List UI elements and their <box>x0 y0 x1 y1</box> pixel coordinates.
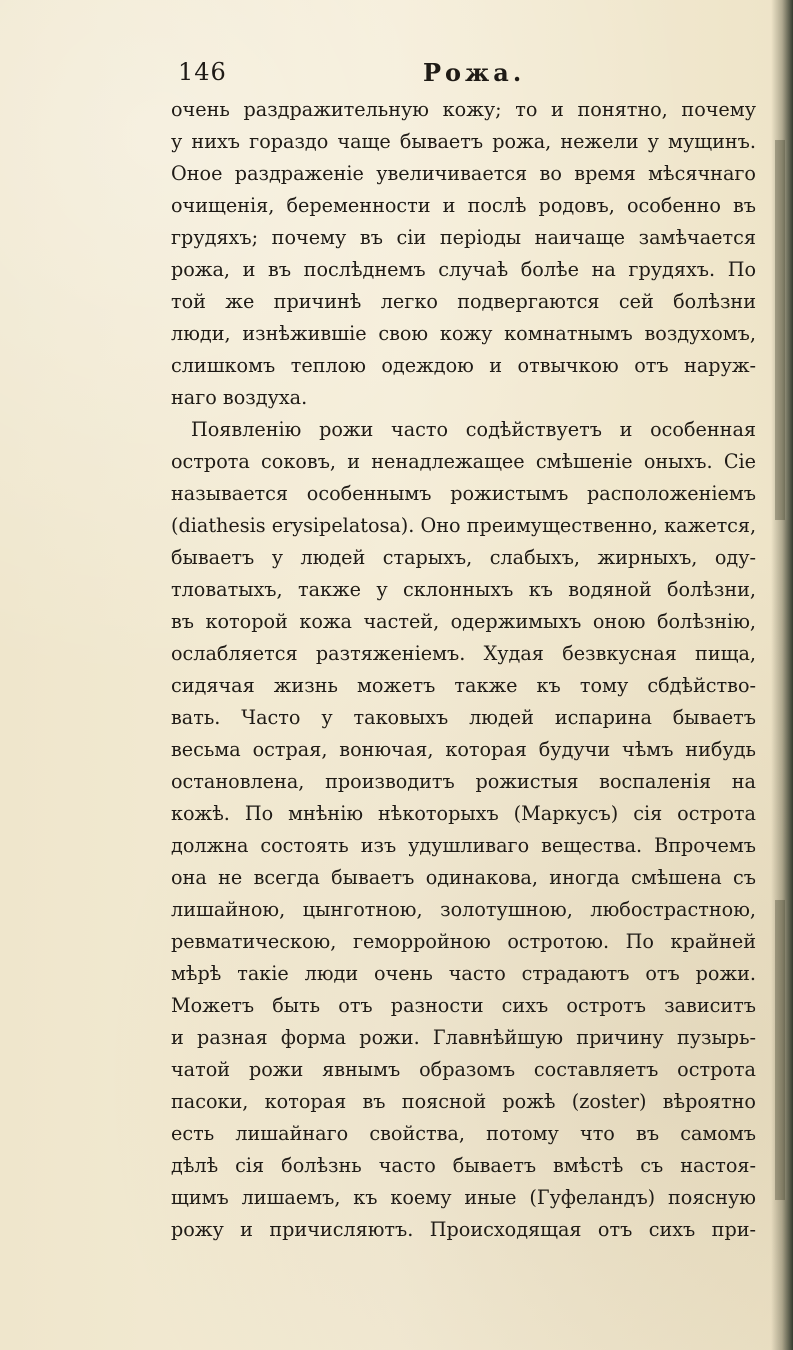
text-line: Можетъ быть отъ разности сихъ остротъ зависитъ <box>171 994 756 1017</box>
text-line: называется особеннымъ рожистымъ расположеніемъ <box>171 482 756 505</box>
text-line: бываетъ у людей старыхъ, слабыхъ, жирныхъ, оду- <box>171 546 756 569</box>
text-line: дѣлѣ сія болѣзнь часто бываетъ вмѣстѣ съ настоя- <box>171 1154 756 1177</box>
text-line: люди, изнѣжившіе свою кожу комнатнымъ воздухомъ, <box>171 322 756 345</box>
text-line: лишайною, цынготною, золотушною, любострастною, <box>171 898 756 921</box>
text-line: Появленію рожи часто содѣйствуетъ и особенная <box>191 418 756 441</box>
text-line: сидячая жизнь можетъ также къ тому сбдѣйство- <box>171 674 756 697</box>
text-line: наго воздуха. <box>171 386 308 409</box>
text-line: слишкомъ теплою одеждою и отвычкою отъ наруж- <box>171 354 756 377</box>
text-line: мѣрѣ такіе люди очень часто страдаютъ отъ рожи. <box>171 962 756 985</box>
text-line: и разная форма рожи. Главнѣйшую причину пузырь- <box>171 1026 756 1049</box>
text-line: острота соковъ, и ненадлежащее смѣшеніе оныхъ. Сіе <box>171 450 756 473</box>
text-line: чатой рожи явнымъ образомъ составляетъ острота <box>171 1058 756 1081</box>
text-line: ослабляется разтяженіемъ. Худая безвкусная пища, <box>171 642 756 665</box>
page-header <box>178 58 748 92</box>
text-line: она не всегда бываетъ одинакова, иногда смѣшена съ <box>171 866 756 889</box>
text-line: рожу и причисляютъ. Происходящая отъ сихъ при- <box>171 1218 756 1241</box>
running-head: Рожа. <box>423 58 526 87</box>
text-line: рожа, и въ послѣднемъ случаѣ болѣе на грудяхъ. По <box>171 258 756 281</box>
text-line: вать. Часто у таковыхъ людей испарина бываетъ <box>171 706 756 729</box>
text-line: тловатыхъ, также у склонныхъ къ водяной болѣзни, <box>171 578 756 601</box>
text-line: (diathesis erysipelatosa). Оно преимущественно, кажется, <box>171 514 757 537</box>
page-number: 146 <box>178 58 227 86</box>
text-line: очищенія, беременности и послѣ родовъ, особенно въ <box>171 194 756 217</box>
body-text <box>171 94 756 1246</box>
text-line: у нихъ гораздо чаще бываетъ рожа, нежели у мущинъ. <box>171 130 756 153</box>
text-line: есть лишайнаго свойства, потому что въ самомъ <box>171 1122 756 1145</box>
text-line: остановлена, производитъ рожистыя воспаленія на <box>171 770 756 793</box>
scan-edge-mark <box>775 900 785 1200</box>
text-line: ревматическою, геморройною остротою. По крайней <box>171 930 756 953</box>
text-line: должна состоять изъ удушливаго вещества. Впрочемъ <box>171 834 756 857</box>
text-line: Оное раздраженіе увеличивается во время мѣсячнаго <box>171 162 756 185</box>
text-line: въ которой кожа частей, одержимыхъ оною болѣзнію, <box>171 610 756 633</box>
text-line: пасоки, которая въ поясной рожѣ (zoster) вѣроятно <box>171 1090 756 1113</box>
text-line: весьма острая, вонючая, которая будучи чѣмъ нибудь <box>171 738 756 761</box>
scan-edge-mark <box>775 140 785 520</box>
text-line: щимъ лишаемъ, къ коему иные (Гуфеландъ) поясную <box>171 1186 756 1209</box>
text-line: кожѣ. По мнѣнію нѣкоторыхъ (Маркусъ) сія острота <box>171 802 756 825</box>
text-line: той же причинѣ легко подвергаются сей болѣзни <box>171 290 756 313</box>
text-line: грудяхъ; почему въ сіи періоды наичаще замѣчается <box>171 226 756 249</box>
text-line: очень раздражительную кожу; то и понятно, почему <box>171 98 756 121</box>
